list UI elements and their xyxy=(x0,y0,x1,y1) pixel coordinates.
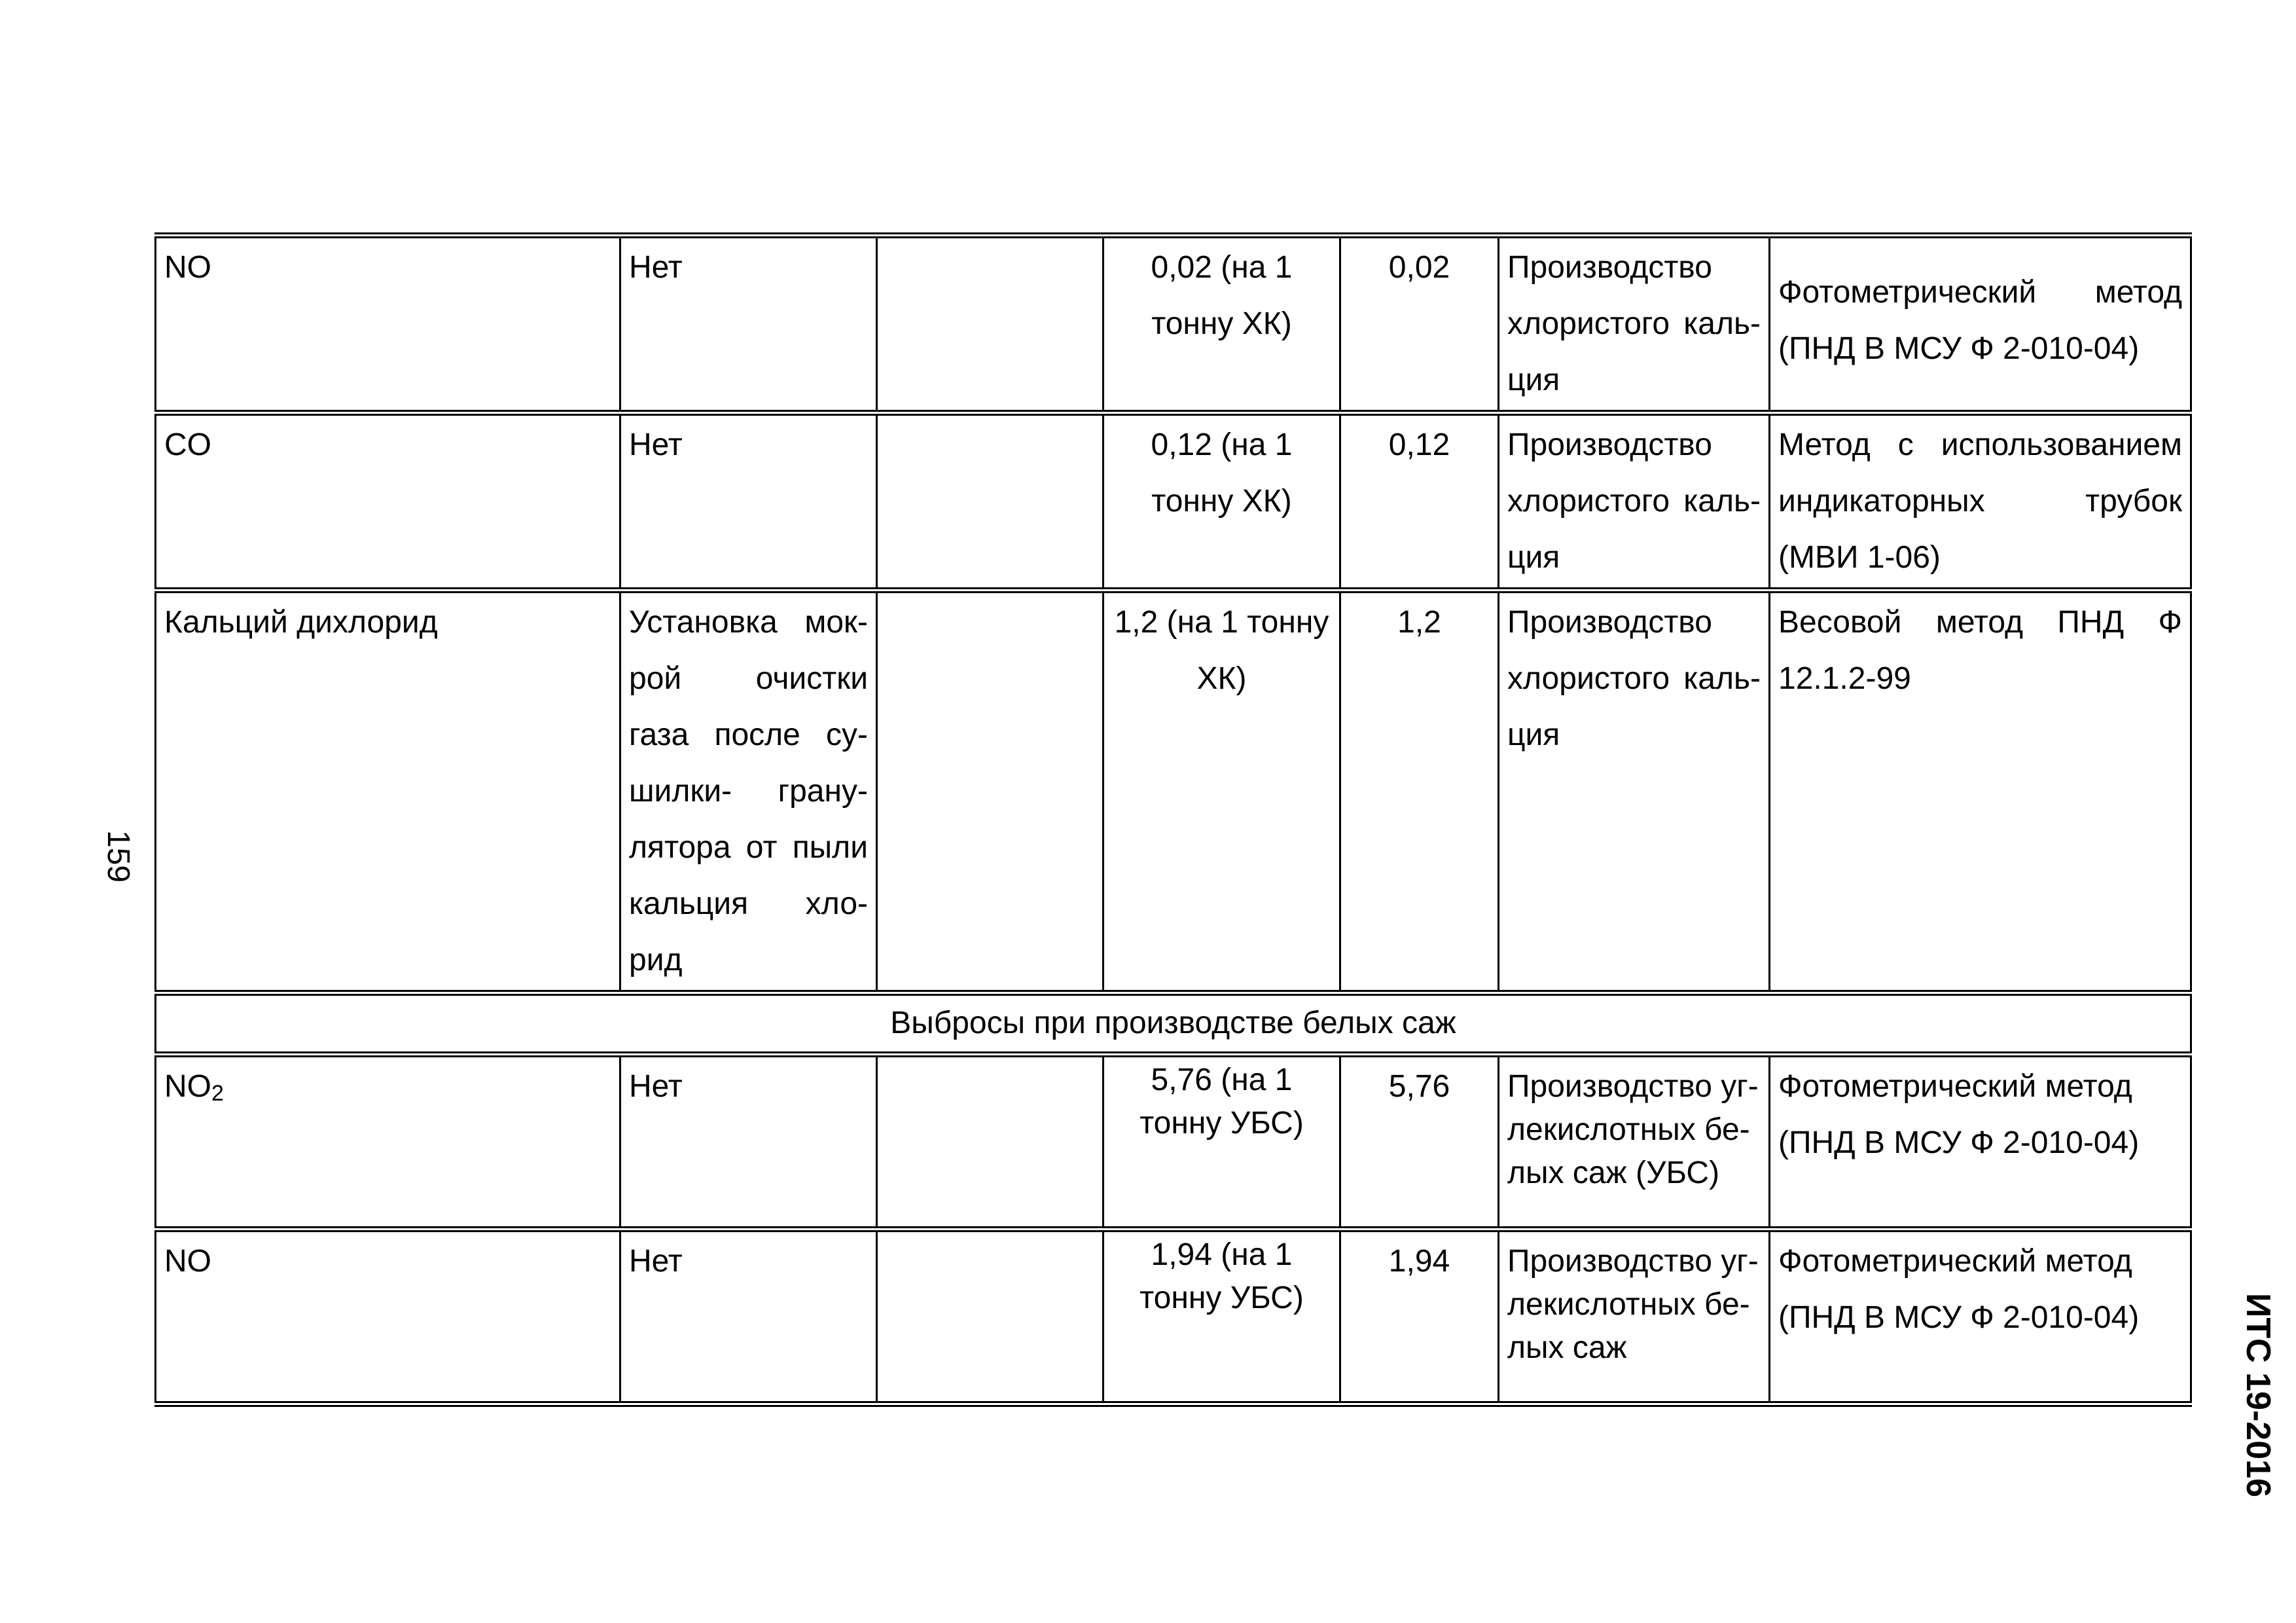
cleaning-cell: Нет xyxy=(620,1230,877,1404)
method-line: (МВИ 1-06) xyxy=(1778,540,1941,575)
cleaning-line: кальция хло- xyxy=(629,886,868,921)
process-line: Производство уг- xyxy=(1507,1069,1759,1104)
value-cell: 5,76 xyxy=(1340,1055,1499,1230)
process-line: ция xyxy=(1507,540,1560,575)
process-cell xyxy=(1499,1055,1770,1230)
section-title: Выбросы при производстве белых саж xyxy=(156,993,2191,1055)
emissions-table-wrap xyxy=(154,232,2190,1407)
value-cell: 0,12 xyxy=(1340,413,1499,591)
process-cell xyxy=(1499,591,1770,993)
substance-subscript: 2 xyxy=(211,1081,224,1106)
empty-cell xyxy=(877,236,1103,413)
method-line: Весовой метод ПНД Ф xyxy=(1778,605,2182,640)
cleaning-line: рид xyxy=(629,943,683,977)
process-line: Производство xyxy=(1507,605,1712,640)
cleaning-line: лятора от пыли xyxy=(629,830,868,865)
process-line: лекислотных бе- xyxy=(1507,1112,1750,1147)
emission-cell: 0,02 (на 1 тонну ХК) xyxy=(1103,236,1340,413)
table-row xyxy=(156,236,2191,413)
process-line: лых саж xyxy=(1507,1330,1627,1365)
process-cell xyxy=(1499,413,1770,591)
cleaning-cell: Нет xyxy=(620,413,877,591)
method-cell xyxy=(1770,1055,2191,1230)
value-cell: 1,2 xyxy=(1340,591,1499,993)
substance-cell: Кальций дихлорид xyxy=(156,591,620,993)
method-line: 12.1.2-99 xyxy=(1778,661,1911,696)
empty-cell xyxy=(877,591,1103,993)
method-cell xyxy=(1770,413,2191,591)
cleaning-cell xyxy=(620,591,877,993)
method-cell xyxy=(1770,591,2191,993)
process-line: хлористого каль- xyxy=(1507,484,1761,519)
process-line: хлористого каль- xyxy=(1507,306,1761,341)
cleaning-cell: Нет xyxy=(620,1055,877,1230)
page-number: 159 xyxy=(101,830,135,883)
cleaning-line: шилки- грану- xyxy=(629,774,868,809)
method-cell xyxy=(1770,236,2191,413)
section-row xyxy=(156,993,2191,1055)
cleaning-cell: Нет xyxy=(620,236,877,413)
substance-cell: CO xyxy=(156,413,620,591)
process-line: ция xyxy=(1507,363,1560,397)
process-line: хлористого каль- xyxy=(1507,661,1761,696)
substance-main: NO xyxy=(164,1069,211,1104)
table-row xyxy=(156,1055,2191,1230)
process-cell xyxy=(1499,1230,1770,1404)
process-line: ция xyxy=(1507,718,1560,752)
process-line: лекислотных бе- xyxy=(1507,1287,1750,1322)
cleaning-line: рой очистки xyxy=(629,661,868,696)
method-line: Фотометрический метод xyxy=(1778,275,2182,310)
emission-cell: 1,94 (на 1 тонну УБС) xyxy=(1103,1230,1340,1404)
emission-cell: 1,2 (на 1 тонну ХК) xyxy=(1103,591,1340,993)
method-line: (ПНД В МСУ Ф 2-010-04) xyxy=(1778,1125,2140,1160)
process-line: Производство xyxy=(1507,250,1712,285)
cleaning-line: газа после су- xyxy=(629,718,868,752)
method-line: Фотометрический метод xyxy=(1778,1244,2132,1279)
value-cell: 0,02 xyxy=(1340,236,1499,413)
document-code: ИТС 19-2016 xyxy=(2239,1293,2277,1497)
table-row xyxy=(156,1230,2191,1404)
emission-cell: 0,12 (на 1 тонну ХК) xyxy=(1103,413,1340,591)
process-line: лых саж (УБС) xyxy=(1507,1156,1720,1190)
substance-cell xyxy=(156,1055,620,1230)
cleaning-line: Установка мок- xyxy=(629,605,868,640)
emission-cell: 5,76 (на 1 тонну УБС) xyxy=(1103,1055,1340,1230)
substance-cell: NO xyxy=(156,1230,620,1404)
method-line: индикаторных трубок xyxy=(1778,484,2182,519)
process-line: Производство уг- xyxy=(1507,1244,1759,1279)
table-row xyxy=(156,591,2191,993)
empty-cell xyxy=(877,1055,1103,1230)
method-line: (ПНД В МСУ Ф 2-010-04) xyxy=(1778,1300,2140,1335)
table-row xyxy=(156,413,2191,591)
empty-cell xyxy=(877,1230,1103,1404)
emissions-table xyxy=(154,232,2192,1407)
empty-cell xyxy=(877,413,1103,591)
value-cell: 1,94 xyxy=(1340,1230,1499,1404)
method-line: (ПНД В МСУ Ф 2-010-04) xyxy=(1778,331,2140,366)
method-line: Фотометрический метод xyxy=(1778,1069,2132,1104)
substance-cell: NO xyxy=(156,236,620,413)
process-line: Производство xyxy=(1507,428,1712,462)
process-cell xyxy=(1499,236,1770,413)
method-line: Метод с использованием xyxy=(1778,428,2182,462)
method-cell xyxy=(1770,1230,2191,1404)
